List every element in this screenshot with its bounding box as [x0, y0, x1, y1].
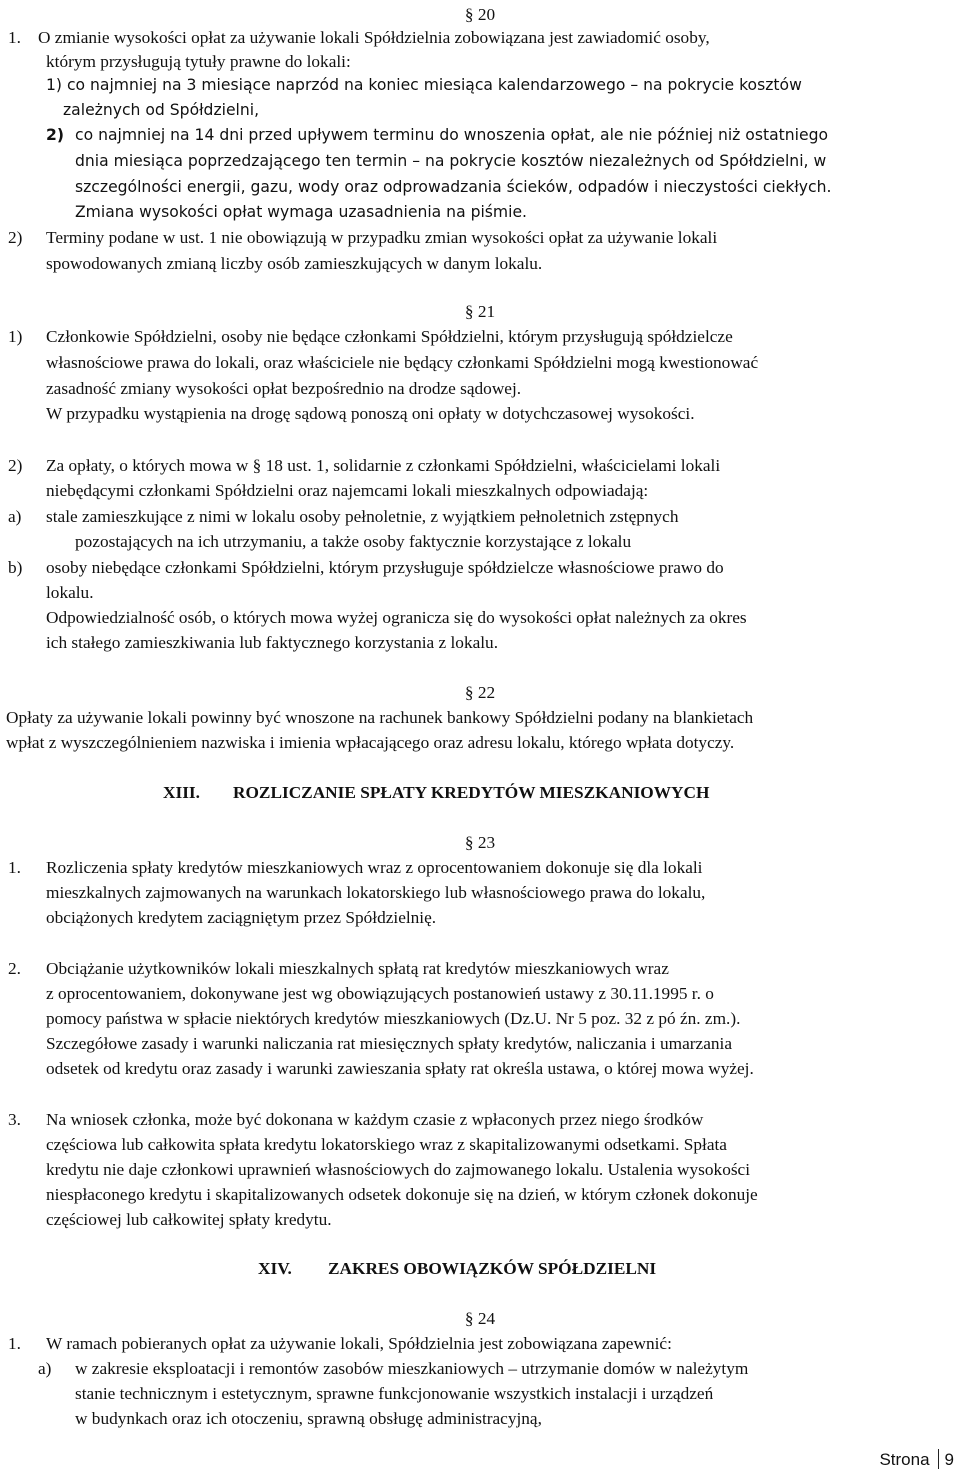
s20-p2-line-2: spowodowanych zmianą liczby osób zamieszkujących w danym lokalu. — [46, 254, 543, 273]
s24-p1-text: W ramach pobieranych opłat za używanie lokali, Spółdzielnia jest zobowiązana zapewnić: — [46, 1334, 672, 1353]
s21-p1-number: 1) — [8, 327, 23, 346]
s24-item-a-line-3: w budynkach oraz ich otoczeniu, sprawną obsługę administracyjną, — [75, 1409, 542, 1428]
s23-p1-number: 1. — [8, 858, 21, 877]
s21-p1-line-3: zasadność zmiany wysokości opłat bezpośrednio na drodze sądowej. — [46, 379, 522, 398]
s21-item-b-number: b) — [8, 558, 23, 577]
s23-p3-line-2: częściowa lub całkowita spłata kredytu lokatorskiego wraz z skapitalizowanymi odsetkami. Spłata — [46, 1135, 727, 1154]
section-mark-23: § 23 — [464, 833, 496, 852]
s20-p1-number: 1. — [8, 28, 21, 47]
s23-p2-number: 2. — [8, 959, 21, 978]
s21-p2-number: 2) — [8, 456, 23, 475]
s21-p1-line-2: własnościowe prawa do lokali, oraz właściciele nie będący członkami Spółdzielni mogą kwestionować — [46, 353, 759, 372]
s21-p2-line-2: niebędącymi członkami Spółdzielni oraz najemcami lokali mieszkalnych odpowiadają: — [46, 481, 649, 500]
footer-label: Strona — [879, 1450, 930, 1469]
s24-item-a-line-1: w zakresie eksploatacji i remontów zasobów mieszkaniowych – utrzymanie domów w należytym — [75, 1359, 749, 1378]
s23-p2-line-2: z oprocentowaniem, dokonywane jest wg obowiązujących postanowień ustawy z 30.11.1995 r. o — [46, 984, 714, 1003]
chapter-14-title: ZAKRES OBOWIĄZKÓW SPÓŁDZIELNI — [328, 1259, 657, 1278]
line-text: O zmianie wysokości opłat za używanie lokali Spółdzielnia zobowiązana jest zawiadomić osoby, — [38, 28, 710, 47]
s21-item-b-line-2: lokalu. — [46, 583, 94, 602]
s21-p1-line-4: W przypadku wystąpienia na drogę sądową ponoszą oni opłaty w dotychczasowej wysokości. — [46, 404, 695, 423]
s20-p2-line-1: Terminy podane w ust. 1 nie obowiązują w przypadku zmian wysokości opłat za używanie lokali — [46, 228, 718, 247]
s20-p2-number: 2) — [8, 228, 23, 247]
s21-item-a-line-1: stale zamieszkujące z nimi w lokalu osoby pełnoletnie, z wyjątkiem pełnoletnich zstępnych — [46, 507, 679, 526]
footer-separator — [938, 1449, 939, 1469]
s21-item-a-number: a) — [8, 507, 22, 526]
s23-p3-line-5: częściowej lub całkowitej spłaty kredytu. — [46, 1210, 332, 1229]
s23-p1-line-2: mieszkalnych zajmowanych na warunkach lokatorskiego lub własnościowego prawa do lokalu, — [46, 883, 706, 902]
s23-p2-line-5: odsetek od kredytu oraz zasady i warunki zawieszania spłaty rat określa ustawa, o której mowa wyżej. — [46, 1059, 754, 1078]
section-mark-24: § 24 — [464, 1309, 496, 1328]
s23-p3-line-4: niespłaconego kredytu i skapitalizowanych odsetek dokonuje się na dzień, w którym członek dokonuje — [46, 1185, 758, 1204]
section-mark-20: § 20 — [464, 5, 496, 24]
s21-p2-line-1: Za opłaty, o których mowa w § 18 ust. 1, solidarnie z członkami Spółdzielni, właścicielami lokali — [46, 456, 721, 475]
s21-responsibility-line-1: Odpowiedzialność osób, o których mowa wyżej ogranicza się do wysokości opłat należnych za okres — [46, 608, 747, 627]
page-footer — [879, 1447, 954, 1473]
s20-item-2-line-3: szczególności energii, gazu, wody oraz odprowadzania ścieków, odpadów i nieczystości ciekłych. — [75, 178, 832, 196]
s23-p3-line-3: kredytu nie daje członkowi uprawnień własnościowych do zajmowanego lokalu. Ustalenia wysokości — [46, 1160, 751, 1179]
s21-item-a-line-2: pozostających na ich utrzymaniu, a także osoby faktycznie korzystające z lokalu — [75, 532, 632, 551]
s23-p3-number: 3. — [8, 1110, 21, 1129]
s22-line-1: Opłaty za używanie lokali powinny być wnoszone na rachunek bankowy Spółdzielni podany na blankietach — [6, 708, 754, 727]
s20-item-2-number: 2) — [46, 126, 64, 144]
s23-p2-line-4: Szczegółowe zasady i warunki naliczania rat miesięcznych spłaty kredytów, naliczania i umarzania — [46, 1034, 732, 1053]
s20-item-2-line-1: co najmniej na 14 dni przed upływem terminu do wnoszenia opłat, ale nie później niż ostatniego — [75, 126, 829, 144]
s23-p1-line-3: obciążonych kredytem zaciągniętym przez Spółdzielnię. — [46, 908, 437, 927]
section-mark-21: § 21 — [464, 302, 496, 321]
s23-p2-line-1: Obciążanie użytkowników lokali mieszkalnych spłatą rat kredytów mieszkaniowych wraz — [46, 959, 669, 978]
s20-item-2-line-4: Zmiana wysokości opłat wymaga uzasadnienia na piśmie. — [75, 203, 528, 221]
s23-p2-line-3: pomocy państwa w spłacie niektórych kredytów mieszkaniowych (Dz.U. Nr 5 poz. 32 z pó źn. zm.). — [46, 1009, 741, 1028]
section-mark-22: § 22 — [464, 683, 496, 702]
s21-p1-line-1: Członkowie Spółdzielni, osoby nie będące członkami Spółdzielni, którym przysługują spółdzielcze — [46, 327, 733, 346]
page-number: 9 — [944, 1450, 954, 1469]
s23-p3-line-1: Na wniosek członka, może być dokonana w każdym czasie z wpłaconych przez niego środków — [46, 1110, 704, 1129]
s21-responsibility-line-2: ich stałego zamieszkiwania lub faktycznego korzystania z lokalu. — [46, 633, 499, 652]
s24-p1-number: 1. — [8, 1334, 21, 1353]
chapter-14-number: XIV. — [258, 1259, 292, 1278]
s20-item-1-line-2: zależnych od Spółdzielni, — [63, 101, 260, 119]
s24-item-a-number: a) — [38, 1359, 52, 1378]
s20-item-2-line-2: dnia miesiąca poprzedzającego ten termin – na pokrycie kosztów niezależnych od Spółdzielni, w — [75, 152, 827, 170]
s20-p1-line-1 — [38, 25, 956, 51]
chapter-13-number: XIII. — [163, 783, 200, 802]
s20-item-1-line-1: 1) co najmniej na 3 miesiące naprzód na koniec miesiąca kalendarzowego – na pokrycie kosztów — [46, 76, 802, 94]
s20-p1-line-2: którym przysługują tytuły prawne do lokali: — [46, 52, 351, 71]
s21-item-b-line-1: osoby niebędące członkami Spółdzielni, którym przysługuje spółdzielcze własnościowe prawo do — [46, 558, 724, 577]
s23-p1-line-1: Rozliczenia spłaty kredytów mieszkaniowych wraz z oprocentowaniem dokonuje się dla lokali — [46, 858, 703, 877]
s22-line-2: wpłat z wyszczególnieniem nazwiska i imienia wpłacającego oraz adresu lokalu, którego wpłata dotyczy. — [6, 733, 735, 752]
chapter-13-title: ROZLICZANIE SPŁATY KREDYTÓW MIESZKANIOWYCH — [233, 783, 710, 802]
s24-item-a-line-2: stanie technicznym i estetycznym, sprawne funkcjonowanie wszystkich instalacji i urządzeń — [75, 1384, 714, 1403]
